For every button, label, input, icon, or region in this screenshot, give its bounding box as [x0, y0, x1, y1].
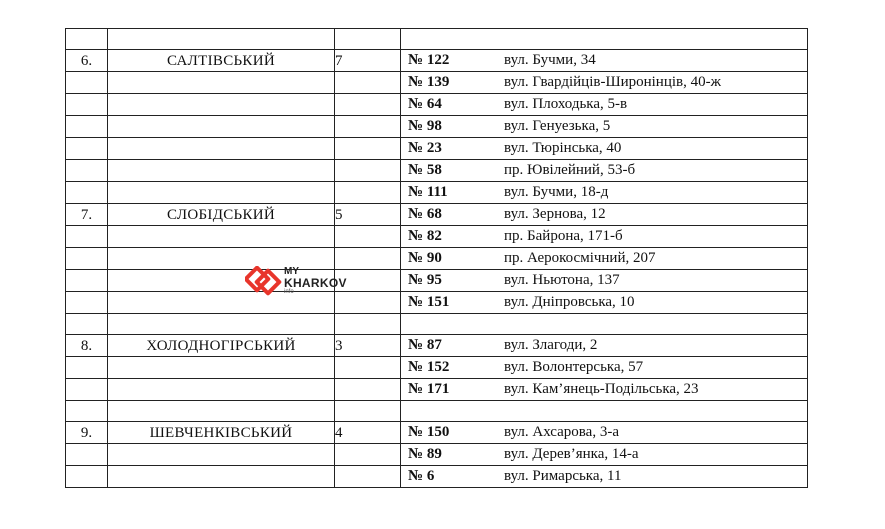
table-row — [66, 226, 808, 248]
lyceum-number: № 6 — [408, 468, 435, 484]
table-row — [66, 335, 808, 357]
lyceum-count: 5 — [335, 204, 401, 226]
lyceum-address: вул. Дніпровська, 10 — [504, 294, 635, 310]
empty-cell — [66, 292, 108, 314]
lyceum-cell — [401, 292, 808, 314]
lyceum-address: вул. Плоходька, 5-в — [504, 96, 628, 112]
empty-cell — [108, 72, 335, 94]
district-name: ХОЛОДНОГІРСЬКИЙ — [108, 335, 335, 357]
lyceum-number: № 171 — [408, 381, 450, 397]
empty-cell — [108, 94, 335, 116]
empty-cell — [401, 29, 808, 50]
empty-cell — [108, 314, 335, 335]
lyceum-cell — [401, 94, 808, 116]
table-row — [66, 182, 808, 204]
lyceum-cell — [401, 116, 808, 138]
lyceum-address: вул. Генуезька, 5 — [504, 118, 611, 134]
lyceum-number: № 23 — [408, 140, 442, 156]
lyceum-number: № 87 — [408, 337, 442, 353]
empty-cell — [108, 29, 335, 50]
table-row — [66, 444, 808, 466]
empty-cell — [66, 72, 108, 94]
table-row — [66, 72, 808, 94]
lyceum-number: № 139 — [408, 74, 450, 90]
lyceum-count: 7 — [335, 50, 401, 72]
lyceum-cell — [401, 160, 808, 182]
lyceum-cell — [401, 444, 808, 466]
table-spacer-row — [66, 401, 808, 422]
table-row — [66, 270, 808, 292]
lyceum-cell — [401, 204, 808, 226]
table-spacer-row — [66, 29, 808, 50]
empty-cell — [108, 466, 335, 488]
lyceum-address: вул. Кам’янець-Подільська, 23 — [504, 381, 699, 397]
lyceum-address: вул. Ахсарова, 3-а — [504, 424, 619, 440]
empty-cell — [108, 226, 335, 248]
table-spacer-row — [66, 314, 808, 335]
lyceum-cell — [401, 422, 808, 444]
empty-cell — [108, 138, 335, 160]
empty-cell — [66, 94, 108, 116]
lyceum-cell — [401, 357, 808, 379]
mykharkov-watermark — [245, 266, 345, 298]
empty-cell — [66, 138, 108, 160]
watermark-line2: KHARKOV — [284, 276, 347, 290]
district-name: САЛТІВСЬКИЙ — [108, 50, 335, 72]
table-row — [66, 466, 808, 488]
group-number: 7. — [66, 204, 108, 226]
lyceum-address: вул. Ньютона, 137 — [504, 272, 620, 288]
empty-cell — [66, 182, 108, 204]
lyceum-cell — [401, 50, 808, 72]
empty-cell — [66, 379, 108, 401]
lyceum-number: № 151 — [408, 294, 450, 310]
empty-cell — [66, 466, 108, 488]
empty-cell — [335, 466, 401, 488]
empty-cell — [66, 226, 108, 248]
lyceum-number: № 64 — [408, 96, 442, 112]
lyceum-number: № 90 — [408, 250, 442, 266]
watermark-line3: info — [284, 289, 294, 295]
empty-cell — [401, 401, 808, 422]
lyceum-cell — [401, 72, 808, 94]
empty-cell — [66, 116, 108, 138]
empty-cell — [335, 138, 401, 160]
table-row — [66, 292, 808, 314]
empty-cell — [66, 160, 108, 182]
empty-cell — [108, 444, 335, 466]
empty-cell — [335, 226, 401, 248]
empty-cell — [66, 248, 108, 270]
table-row — [66, 422, 808, 444]
empty-cell — [108, 182, 335, 204]
table-row — [66, 248, 808, 270]
empty-cell — [108, 116, 335, 138]
lyceum-address: вул. Гвардійців-Широнінців, 40-ж — [504, 74, 721, 90]
lyceum-address: вул. Бучми, 34 — [504, 52, 596, 68]
lyceum-address: пр. Байрона, 171-б — [504, 228, 623, 244]
district-name: СЛОБІДСЬКИЙ — [108, 204, 335, 226]
lyceum-number: № 98 — [408, 118, 442, 134]
empty-cell — [335, 401, 401, 422]
empty-cell — [66, 401, 108, 422]
empty-cell — [66, 444, 108, 466]
lyceum-number: № 122 — [408, 52, 450, 68]
lyceum-count: 4 — [335, 422, 401, 444]
district-name: ШЕВЧЕНКІВСЬКИЙ — [108, 422, 335, 444]
empty-cell — [335, 160, 401, 182]
empty-cell — [335, 314, 401, 335]
table-row — [66, 50, 808, 72]
lyceum-cell — [401, 466, 808, 488]
group-number: 6. — [66, 50, 108, 72]
table-row — [66, 138, 808, 160]
empty-cell — [108, 401, 335, 422]
lyceum-number: № 95 — [408, 272, 442, 288]
lyceum-cell — [401, 226, 808, 248]
lyceum-number: № 150 — [408, 424, 450, 440]
empty-cell — [108, 160, 335, 182]
lyceum-cell — [401, 182, 808, 204]
table-row — [66, 357, 808, 379]
lyceum-address: пр. Ювілейний, 53-б — [504, 162, 636, 178]
empty-cell — [335, 357, 401, 379]
lyceum-address: вул. Бучми, 18-д — [504, 184, 609, 200]
lyceum-cell — [401, 335, 808, 357]
lyceum-number: № 58 — [408, 162, 442, 178]
empty-cell — [335, 72, 401, 94]
empty-cell — [335, 379, 401, 401]
empty-cell — [335, 182, 401, 204]
empty-cell — [66, 270, 108, 292]
empty-cell — [108, 357, 335, 379]
table-row — [66, 160, 808, 182]
lyceum-address: пр. Аерокосмічний, 207 — [504, 250, 656, 266]
group-number: 8. — [66, 335, 108, 357]
empty-cell — [66, 314, 108, 335]
table-row — [66, 204, 808, 226]
lyceum-cell — [401, 248, 808, 270]
empty-cell — [335, 116, 401, 138]
lyceum-number: № 82 — [408, 228, 442, 244]
table-row — [66, 94, 808, 116]
watermark-line1: MY — [284, 266, 299, 277]
lyceum-address: вул. Злагоди, 2 — [504, 337, 598, 353]
lyceum-number: № 152 — [408, 359, 450, 375]
lyceum-address: вул. Зернова, 12 — [504, 206, 606, 222]
lyceum-cell — [401, 379, 808, 401]
lyceum-cell — [401, 138, 808, 160]
watermark-text — [284, 267, 347, 296]
lyceum-address: вул. Волонтерська, 57 — [504, 359, 644, 375]
empty-cell — [335, 94, 401, 116]
table-row — [66, 379, 808, 401]
empty-cell — [335, 29, 401, 50]
lyceum-address: вул. Тюрінська, 40 — [504, 140, 622, 156]
empty-cell — [66, 29, 108, 50]
lyceum-number: № 111 — [408, 184, 448, 200]
table-body — [66, 29, 808, 488]
table-row — [66, 116, 808, 138]
empty-cell — [335, 444, 401, 466]
lyceum-cell — [401, 270, 808, 292]
lyceum-address: вул. Римарська, 11 — [504, 468, 622, 484]
empty-cell — [401, 314, 808, 335]
lyceum-number: № 68 — [408, 206, 442, 222]
group-number: 9. — [66, 422, 108, 444]
lyceum-number: № 89 — [408, 446, 442, 462]
lyceum-count: 3 — [335, 335, 401, 357]
districts-table — [65, 28, 808, 488]
empty-cell — [108, 379, 335, 401]
mykharkov-logo-icon — [245, 266, 285, 298]
empty-cell — [66, 357, 108, 379]
lyceum-address: вул. Дерев’янка, 14-а — [504, 446, 639, 462]
